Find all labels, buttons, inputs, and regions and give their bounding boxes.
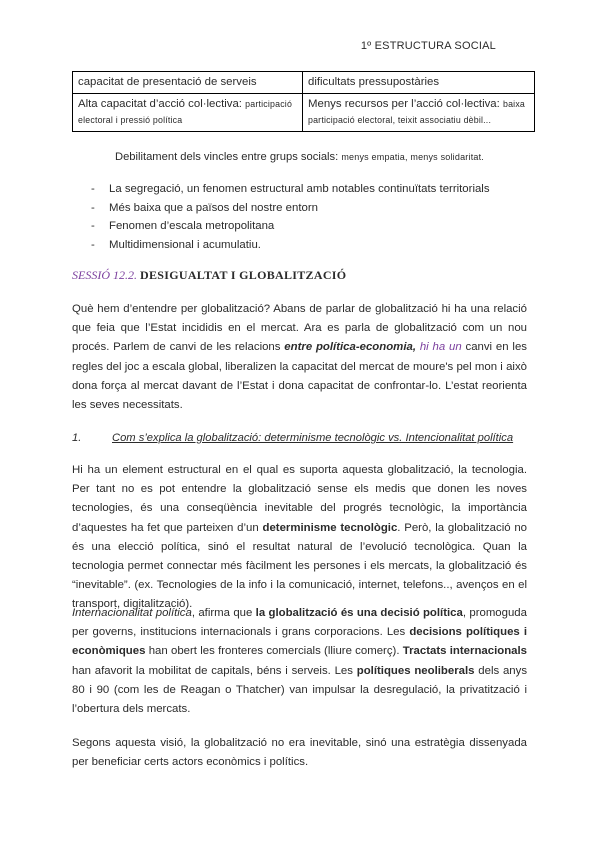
paragraph-conclusion	[72, 734, 527, 772]
text-run-bold-italic: entre política-economia,	[284, 341, 416, 354]
list-item	[91, 180, 490, 199]
table-row	[73, 72, 535, 94]
session-number: SESSIÓ 12.2.	[72, 268, 137, 282]
comparison-table	[72, 71, 535, 132]
subsection-title: Com s’explica la globalització: determinisme tecnològic vs. Intencionalitat política	[112, 432, 514, 444]
text-run: . Però, la globalització no és una elecció política, sinó el resultat natural de l’evolució tecnològica. Quan la tecnologia permet connectar més fàcilment les persones i els mercats, la globalització és “inevitable”. (ex. Tecnologies de la info i la comunicació, internet, telefons.., avenços en el transport, digitalització).	[72, 521, 528, 611]
note-main: Debilitament dels vincles entre grups socials:	[115, 151, 339, 163]
list-item-text: La segregació, un fenomen estructural amb notables continuïtats territorials	[109, 183, 490, 195]
text-run: han obert les fronteres comercials (lliure comerç).	[148, 645, 400, 658]
table-cell	[303, 72, 535, 94]
cell-small-text: participació electoral i pressió política	[78, 99, 293, 125]
table-cell	[73, 72, 303, 94]
cell-text: Menys recursos per l’acció col·lectiva:	[308, 98, 500, 110]
document-header-title: 1º ESTRUCTURA SOCIAL	[360, 40, 496, 52]
dash-icon: -	[91, 238, 95, 251]
list-item	[91, 236, 490, 255]
text-run-bold: decisions polítiques i econòmiques	[72, 626, 528, 658]
text-run-italic: hi ha un	[419, 341, 462, 354]
list-item-text: Més baixa que a països del nostre entorn	[109, 201, 318, 214]
text-run: Què hem d’entendre per globalització? Abans de parlar de globalització hi ha una relació que feia que l’Estat incididis en el mercat. Ara es parla de globalització com un nou procés. Parlem de canvi de les relacions	[72, 303, 527, 354]
note-small: menys empatia, menys solidaritat.	[341, 152, 484, 162]
dash-icon: -	[91, 183, 95, 195]
list-item-text: Fenomen d’escala metropolitana	[109, 220, 275, 233]
list-item-text: Multidimensional i acumulatiu.	[109, 238, 261, 251]
dash-icon: -	[91, 201, 95, 214]
dash-icon: -	[91, 220, 95, 233]
text-run-italic: Internacionalitat política	[72, 607, 192, 619]
table-cell	[303, 94, 535, 132]
text-run: , afirma que	[191, 607, 253, 619]
text-run: dels anys 80 i 90 (com les de Reagan o Thatcher) van impulsar la desregulació, la privatització i l’obertura dels mercats.	[72, 664, 528, 716]
cell-text: dificultats pressupostàries	[308, 76, 440, 88]
paragraph-determinism	[72, 461, 527, 615]
session-title: DESIGUALTAT I GLOBALITZACIÓ	[140, 268, 347, 282]
table-row	[73, 94, 535, 132]
text-run: canvi en les regles del joc a escala global, liberalizen la capacitat del mercat de moure's pel mon i això dona força al mercat davant de l’Estat i dona capacitat de confrontar-lo. L’estat reorienta les seves necessitats.	[72, 341, 527, 412]
list-item	[91, 217, 490, 236]
list-item	[91, 199, 490, 218]
paragraph-intro	[72, 300, 527, 415]
note-line	[115, 151, 484, 163]
text-run-bold: la globalització és una decisió política	[255, 607, 463, 619]
text-run-bold: polítiques neoliberals	[356, 664, 475, 677]
bullet-list	[91, 180, 490, 254]
text-run-bold: Tractats internacionals	[402, 645, 527, 658]
text-run: han afavorit la mobilitat de capitals, béns i serveis. Les	[72, 664, 353, 677]
subsection-number: 1.	[72, 432, 82, 444]
table-cell	[73, 94, 303, 132]
session-heading	[72, 268, 346, 283]
text-run-bold: determinisme tecnològic	[262, 521, 398, 534]
cell-text: Alta capacitat d’acció col·lectiva:	[78, 98, 242, 110]
subsection-heading	[72, 432, 513, 444]
text-run: Segons aquesta visió, la globalització no era inevitable, sinó una estratègia dissenyada per beneficiar certs actors econòmics i polítics.	[72, 737, 527, 769]
text-run: , promoguda per governs, institucions internacionals i grans corporacions. Les	[72, 607, 527, 639]
cell-text: capacitat de presentació de serveis	[78, 76, 257, 88]
paragraph-political	[72, 604, 527, 719]
text-run: Hi ha un element estructural en el qual es suporta aquesta globalització, la tecnologia. Per tant no es pot entendre la globalització sense els medis que donen les noves tecnologies, és una conseqüència inevitable del progrés tecnològic, la importància d’aquestes ha fet que parteixen d’un	[72, 464, 527, 534]
cell-small-text: baixa participació electoral, teixit associatiu dèbil...	[308, 99, 526, 125]
